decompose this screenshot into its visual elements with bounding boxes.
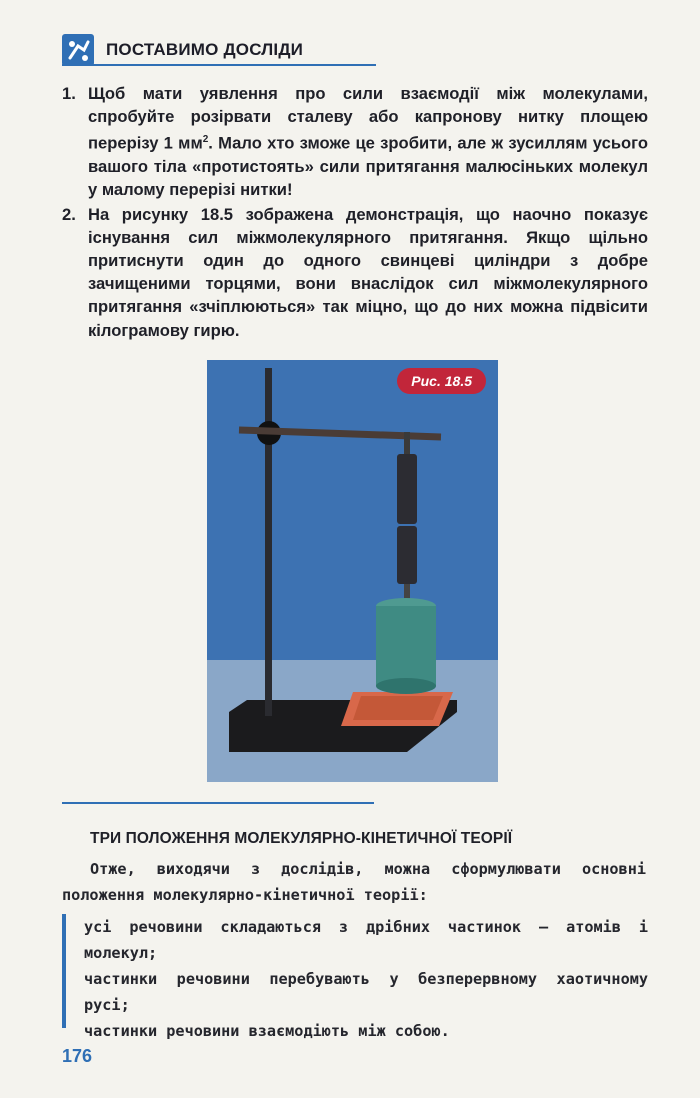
upper-lead-cylinder: [397, 454, 417, 524]
section-header: [62, 34, 303, 66]
section-title: ТРИ ПОЛОЖЕННЯ МОЛЕКУЛЯРНО-КІНЕТИЧНОЇ ТЕОРІЇ: [90, 830, 513, 847]
kilogram-weight: [376, 606, 436, 686]
item-number: 2.: [62, 204, 76, 224]
header-divider: [62, 64, 376, 66]
item-text: Щоб мати уявлення про сили взаємодії між молекулами, спробуйте розірвати сталеву або капронову нитку площею перерізу 1 мм: [88, 84, 648, 153]
principle-item: частинки речовини взаємодіють між собою.: [84, 1022, 450, 1040]
principles-list: [84, 914, 648, 1044]
list-item: [60, 203, 648, 342]
experiment-list: [60, 82, 648, 343]
page-number: 176: [62, 1046, 93, 1066]
principles-marker-bar: [62, 914, 66, 1028]
item-text: . Мало хто зможе це зробити, але ж зусиллям усього вашого тіла «протистоять» сили притягання малюсіньких молекул у малому перерізі нитки!: [88, 133, 648, 200]
figure-wall: [207, 360, 498, 660]
experiment-icon: [62, 34, 94, 66]
figure-18-5: [207, 360, 498, 782]
hook: [404, 432, 410, 454]
figure-illustration: [207, 360, 498, 782]
superscript: 2: [202, 134, 209, 146]
principle-item: частинки речовини перебувають у безперервному хаотичному русі;: [84, 970, 648, 1014]
item-text: На рисунку 18.5 зображена демонстрація, що наочно показує існування сил міжмолекулярного притягання. Якщо щільно притиснути один до одного свинцеві циліндри з добре зачищеними торцями, вони внаслідок сил міжмолекулярного притягання «зчіплюються» так міцно, що до них можна підвісити кілограмову гирю.: [88, 204, 648, 340]
item-number: 1.: [62, 84, 76, 103]
stand-rod: [265, 368, 272, 716]
lower-lead-cylinder: [397, 526, 417, 584]
tray-inner: [353, 696, 443, 720]
list-item: [60, 82, 648, 202]
principle-item: усі речовини складаються з дрібних частинок — атомів і молекул;: [84, 918, 648, 962]
figure-label: Рис. 18.5: [397, 368, 486, 394]
section-intro: Отже, виходячи з дослідів, можна сформулювати основні положення молекулярно-кінетичної теорії:: [62, 860, 646, 904]
weight-bottom: [376, 678, 436, 694]
section-header-title: ПОСТАВИМО ДОСЛІДИ: [106, 40, 304, 59]
section-divider: [62, 802, 374, 804]
